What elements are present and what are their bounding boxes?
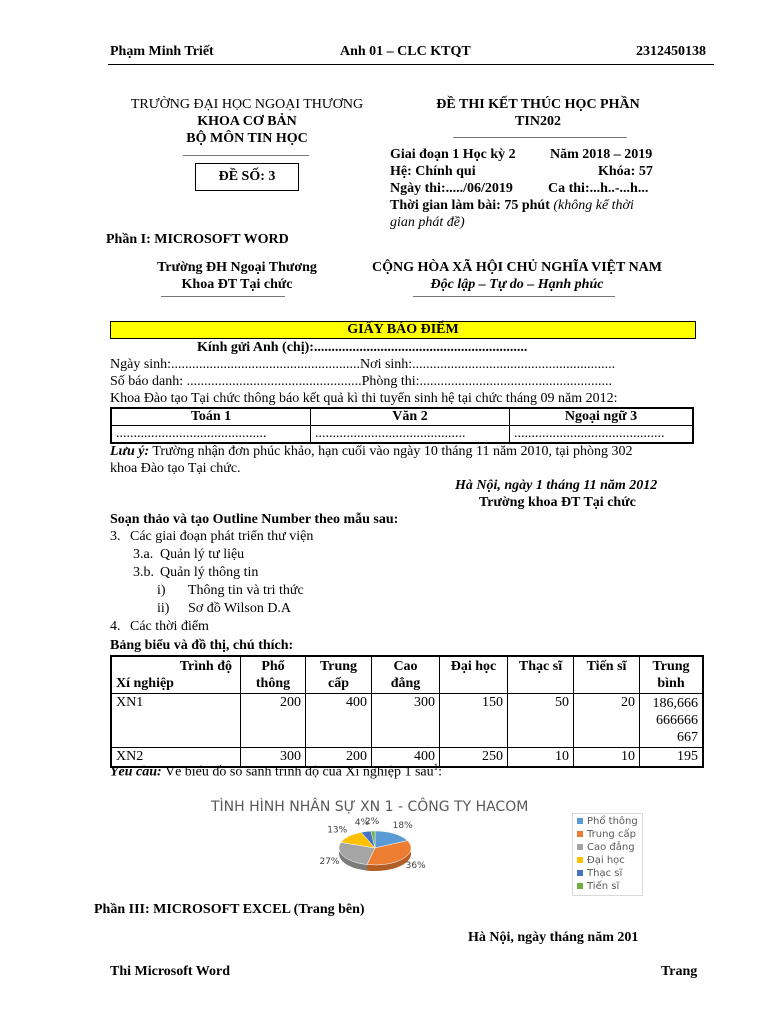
exam-code-box: ĐỀ SỐ: 3 <box>195 163 299 191</box>
pie-label: 2% <box>364 817 380 828</box>
outline-item: ii) Sơ đồ Wilson D.A <box>157 601 292 616</box>
pie-label: 13% <box>327 825 348 836</box>
outline-item: 3.b. Quản lý thông tin <box>133 565 259 580</box>
legend-item <box>577 880 638 893</box>
outline-item: 4. Các thời điểm <box>110 619 209 634</box>
cell: 300 <box>241 748 306 768</box>
subject-literature: Văn 2 <box>311 408 510 426</box>
notice-signer: Trường khoa ĐT Tại chức <box>479 495 636 510</box>
part1-heading: Phần I: MICROSOFT WORD <box>106 232 289 247</box>
cell: 300 <box>372 694 440 748</box>
notice-note <box>110 444 633 460</box>
cell: 10 <box>574 748 640 768</box>
pie-label: 27% <box>319 857 340 868</box>
notice-date: Hà Nội, ngày 1 tháng 11 năm 2012 <box>455 478 658 493</box>
notice-note-cont: khoa Đào tạo Tại chức. <box>110 461 241 476</box>
table-row <box>111 694 703 748</box>
part3-heading: Phần III: MICROSOFT EXCEL (Trang bên) <box>94 902 365 917</box>
pie-label: 36% <box>405 860 426 871</box>
legend-swatch <box>577 870 583 876</box>
footnote-ref: 1 <box>433 762 439 772</box>
legend-item <box>577 815 638 828</box>
outline-item: i) Thông tin và tri thức <box>157 583 304 598</box>
stats-corner-header: Trình độ Xí nghiệp <box>111 656 241 694</box>
cell: 150 <box>440 694 508 748</box>
legend-label: Đại học <box>587 855 625 866</box>
legend-swatch <box>577 857 583 863</box>
score-math: ........................................... <box>111 426 311 444</box>
org-right-rule <box>413 296 615 297</box>
cell: 50 <box>508 694 574 748</box>
outline-item: 3. Các giai đoạn phát triển thư viện <box>110 529 314 544</box>
chart-title: TÌNH HÌNH NHÂN SỰ XN 1 - CÔNG TY HACOM <box>211 799 529 815</box>
legend-swatch <box>577 818 583 824</box>
requirement <box>110 762 442 781</box>
cell-average: 195 <box>640 748 704 768</box>
legend-label: Cao đẳng <box>587 842 635 853</box>
col-header: Đại học <box>440 656 508 694</box>
exam-date: Ngày thi:...../06/2019 <box>390 181 513 196</box>
legend-swatch <box>577 831 583 837</box>
cell: 400 <box>372 748 440 768</box>
notice-info: Khoa Đào tạo Tại chức thông báo kết quả kì thi tuyển sinh hệ tại chức tháng 09 năm 2012: <box>110 391 618 406</box>
pie-label: 18% <box>392 821 413 832</box>
legend-item <box>577 841 638 854</box>
outline-heading: Soạn thảo và tạo Outline Number theo mẫu sau: <box>110 512 399 527</box>
legend-item <box>577 867 638 880</box>
legend-label: Trung cấp <box>587 829 636 840</box>
col-header: Thạc sĩ <box>508 656 574 694</box>
exam-duration <box>390 198 634 214</box>
exam-year: Năm 2018 – 2019 <box>550 147 653 162</box>
subject-language: Ngoại ngữ 3 <box>510 408 694 426</box>
requirement-text: Vẽ biểu đồ so sánh trình độ của Xí nghiệp 1 sau <box>161 764 434 780</box>
score-literature: ........................................... <box>311 426 510 444</box>
legend-swatch <box>577 844 583 850</box>
col-header: Trung cấp <box>306 656 372 694</box>
exam-rule <box>453 137 627 138</box>
cell: 400 <box>306 694 372 748</box>
note-label: Lưu ý: <box>110 444 150 459</box>
scores-value-row <box>111 426 693 444</box>
row-name: XN1 <box>111 694 241 748</box>
exam-duration-main: Thời gian làm bài: 75 phút <box>390 198 550 213</box>
exam-course-code: TIN202 <box>515 114 561 129</box>
closing-date: Hà Nội, ngày tháng năm 201 <box>468 930 639 945</box>
school-rule <box>183 155 309 156</box>
scores-table <box>110 407 694 444</box>
org-right1: CỘNG HÒA XÃ HỘI CHỦ NGHĨA VIỆT NAM <box>371 260 662 275</box>
notice-dob: Ngày sinh:......................................................Nơi sinh:.......................................................... <box>110 357 616 372</box>
exam-duration-note: (không kể thời <box>553 198 634 213</box>
pie-chart <box>300 815 450 890</box>
school-line3: BỘ MÔN TIN HỌC <box>186 131 308 146</box>
footer-left: Thi Microsoft Word <box>110 964 231 979</box>
school-line1: TRƯỜNG ĐẠI HỌC NGOẠI THƯƠNG <box>130 97 364 112</box>
school-line2: KHOA CƠ BẢN <box>197 114 297 129</box>
exam-system: Hệ: Chính qui <box>390 164 476 179</box>
col-header: Phổ thông <box>241 656 306 694</box>
header-id: 2312450138 <box>636 44 706 59</box>
header-name: Phạm Minh Triết <box>110 44 214 59</box>
org-right2: Độc lập – Tự do – Hạnh phúc <box>430 277 604 292</box>
note-text: Trường nhận đơn phúc khảo, hạn cuối vào ngày 10 tháng 11 năm 2010, tại phòng 302 <box>149 444 633 459</box>
col-header: Trung bình <box>640 656 704 694</box>
legend-swatch <box>577 883 583 889</box>
cell-average: 186,666 666666 667 <box>640 694 704 748</box>
scores-header-row <box>111 408 693 426</box>
footer-right: Trang <box>661 964 698 979</box>
col-header: Tiến sĩ <box>574 656 640 694</box>
pie-label: 4% <box>354 817 370 828</box>
org-left-rule <box>161 296 285 297</box>
cell: 200 <box>241 694 306 748</box>
outline-item: 3.a. Quản lý tư liệu <box>133 547 245 562</box>
cell: 10 <box>508 748 574 768</box>
subject-math: Toán 1 <box>111 408 311 426</box>
score-language: ........................................... <box>510 426 694 444</box>
cell: 200 <box>306 748 372 768</box>
notice-title: GIẤY BÁO ĐIỂM <box>110 321 696 339</box>
header-rule <box>108 64 714 65</box>
chart-legend <box>572 813 643 896</box>
table-heading: Bảng biểu và đồ thị, chú thích: <box>110 638 294 653</box>
legend-item <box>577 828 638 841</box>
org-left2: Khoa ĐT Tại chức <box>181 277 293 292</box>
notice-greeting: Kính gửi Anh (chị):............................................................. <box>197 340 528 355</box>
notice-sbd: Số báo danh: ..................................................Phòng thi:....................................................... <box>110 374 613 389</box>
exam-shift: Ca thi:...h..-...h... <box>548 181 649 196</box>
col-header: Cao đẳng <box>372 656 440 694</box>
exam-term: Giai đoạn 1 Học kỳ 2 <box>390 147 516 162</box>
header-class: Anh 01 – CLC KTQT <box>340 44 471 59</box>
requirement-tail: : <box>438 764 443 780</box>
stats-header-row <box>111 656 703 694</box>
legend-label: Phổ thông <box>587 816 638 827</box>
cell: 250 <box>440 748 508 768</box>
row-name: XN2 <box>111 748 241 768</box>
legend-label: Thạc sĩ <box>587 868 623 879</box>
exam-cohort: Khóa: 57 <box>598 164 653 179</box>
exam-duration-note-cont: gian phát đề) <box>390 215 465 230</box>
stats-table <box>110 655 704 768</box>
org-left1: Trường ĐH Ngoại Thương <box>157 260 317 275</box>
cell: 20 <box>574 694 640 748</box>
legend-item <box>577 854 638 867</box>
requirement-label: Yêu cầu: <box>110 764 162 780</box>
exam-title: ĐỀ THI KẾT THÚC HỌC PHẦN <box>436 97 640 112</box>
legend-label: Tiến sĩ <box>587 881 620 892</box>
